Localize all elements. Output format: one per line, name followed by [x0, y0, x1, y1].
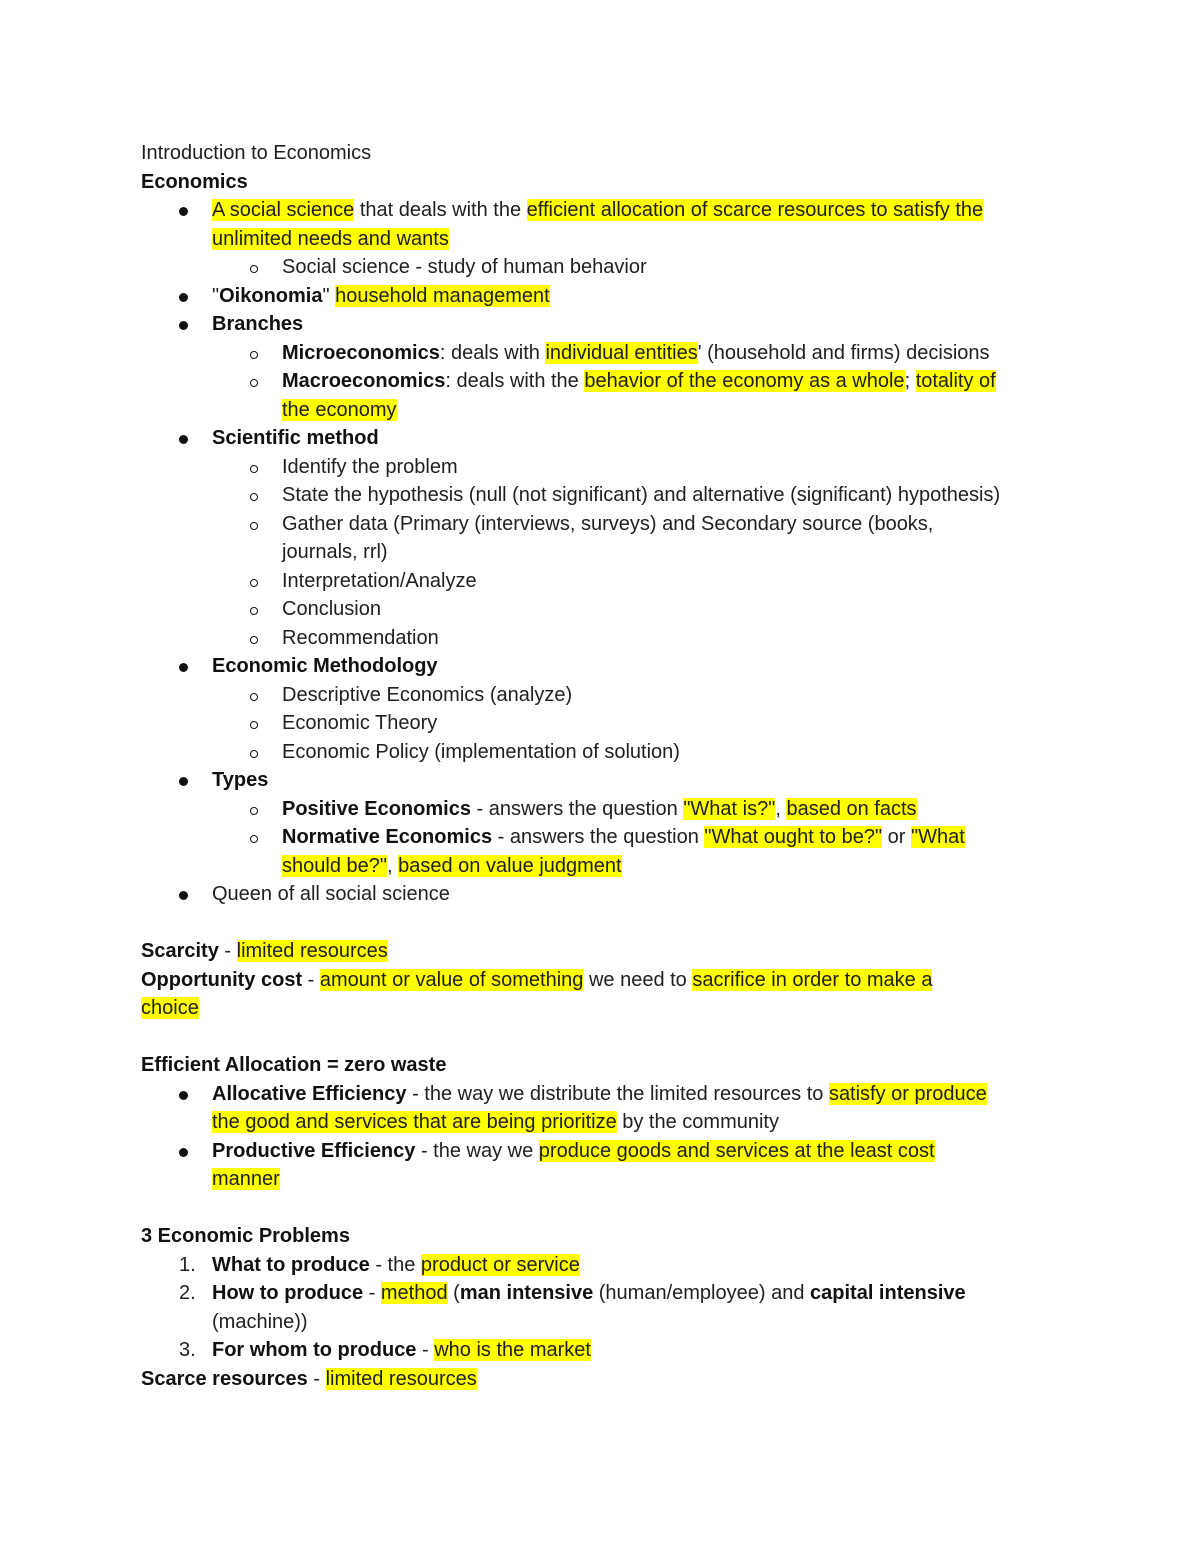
circle-bullet-icon: [249, 481, 258, 510]
bullet-icon: [179, 1080, 188, 1109]
circle-bullet-icon: [249, 567, 258, 596]
numbered-item: 3. For whom to produce - who is the market: [179, 1339, 591, 1361]
list-item: Allocative Efficiency - the way we distribute the limited resources to satisfy or produce: [141, 1080, 1071, 1109]
bullet-icon: [179, 766, 188, 795]
sub-list-item: Recommendation: [141, 624, 1071, 653]
opportunity-cost-line: Opportunity cost - amount or value of something we need to sacrifice in order to make a: [141, 968, 933, 991]
sub-list-item: Descriptive Economics (analyze): [141, 681, 1071, 710]
sub-list-item: Conclusion: [141, 595, 1071, 624]
bullet-icon: [179, 282, 188, 311]
circle-bullet-icon: [249, 367, 258, 396]
circle-bullet-icon: [249, 738, 258, 767]
circle-bullet-icon: [249, 681, 258, 710]
list-item: "Oikonomia" household management: [141, 282, 1071, 311]
economics-heading: Economics: [141, 170, 248, 193]
bullet-icon: [179, 424, 188, 453]
circle-bullet-icon: [249, 339, 258, 368]
numbered-item: 1. What to produce - the product or service: [179, 1253, 580, 1276]
circle-bullet-icon: [249, 595, 258, 624]
list-item: Economic Methodology: [141, 652, 1071, 681]
circle-bullet-icon: [249, 823, 258, 852]
circle-bullet-icon: [249, 453, 258, 482]
sub-list-item: Macroeconomics: deals with the behavior of the economy as a whole; totality of: [141, 367, 1071, 396]
blank-line: [141, 1194, 1071, 1223]
list-item: Scientific method: [141, 424, 1071, 453]
opportunity-cost-continuation: choice: [141, 997, 199, 1019]
bullet-icon: [179, 196, 188, 225]
sub-list-item: Economic Policy (implementation of solution): [141, 738, 1071, 767]
circle-bullet-icon: [249, 795, 258, 824]
list-item-continuation: unlimited needs and wants: [212, 227, 449, 250]
sub-list-item: State the hypothesis (null (not significant) and alternative (significant) hypothesis): [141, 481, 1071, 510]
bullet-icon: [179, 310, 188, 339]
circle-bullet-icon: [249, 709, 258, 738]
bullet-icon: [179, 1137, 188, 1166]
scarce-resources-line: Scarce resources - limited resources: [141, 1367, 477, 1390]
document-title: Introduction to Economics: [141, 142, 372, 164]
circle-bullet-icon: [249, 253, 258, 282]
sub-list-item: Interpretation/Analyze: [141, 567, 1071, 596]
bullet-icon: [179, 880, 188, 909]
bullet-icon: [179, 652, 188, 681]
sub-list-item: Social science - study of human behavior: [141, 253, 1071, 282]
sub-list-item: Gather data (Primary (interviews, surveys) and Secondary source (books,: [141, 510, 1071, 539]
scarcity-line: Scarcity - limited resources: [141, 940, 388, 962]
sub-list-item-continuation: the economy: [282, 398, 397, 421]
numbered-item: 2. How to produce - method (man intensive (human/employee) and capital intensive: [179, 1282, 966, 1304]
circle-bullet-icon: [249, 510, 258, 539]
sub-list-item: Microeconomics: deals with individual entities' (household and firms) decisions: [141, 339, 1071, 368]
list-item-continuation: manner: [212, 1168, 280, 1190]
sub-list-item: Economic Theory: [141, 709, 1071, 738]
sub-list-item-continuation: journals, rrl): [282, 541, 388, 563]
efficient-allocation-heading: Efficient Allocation = zero waste: [141, 1054, 447, 1076]
blank-line: [141, 1023, 1071, 1052]
sub-list-item: Normative Economics - answers the question "What ought to be?" or "What: [141, 823, 1071, 852]
list-item: Types: [141, 766, 1071, 795]
list-item: Queen of all social science: [141, 880, 1071, 909]
sub-list-item: Identify the problem: [141, 453, 1071, 482]
document-page: [141, 139, 1071, 1393]
blank-line: [141, 909, 1071, 938]
list-item: Branches: [141, 310, 1071, 339]
numbered-item-continuation: (machine)): [212, 1310, 308, 1333]
sub-list-item: Positive Economics - answers the question "What is?", based on facts: [141, 795, 1071, 824]
list-item: Productive Efficiency - the way we produce goods and services at the least cost: [141, 1137, 1071, 1166]
economic-problems-heading: 3 Economic Problems: [141, 1225, 350, 1247]
list-item-continuation: the good and services that are being prioritize by the community: [212, 1111, 779, 1133]
circle-bullet-icon: [249, 624, 258, 653]
list-item: A social science that deals with the efficient allocation of scarce resources to satisfy the: [141, 196, 1071, 225]
sub-list-item-continuation: should be?", based on value judgment: [282, 854, 622, 877]
